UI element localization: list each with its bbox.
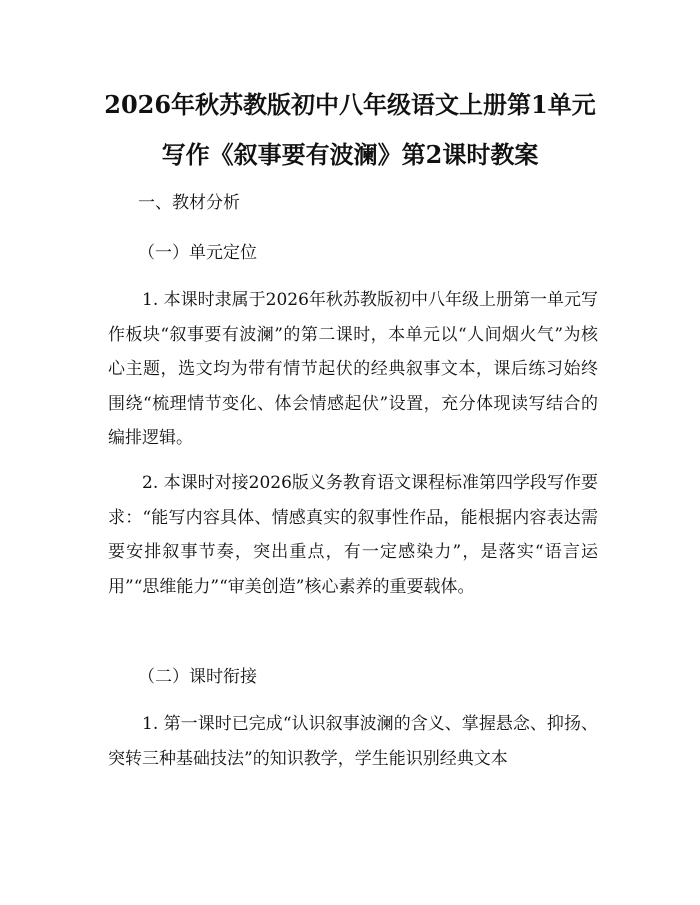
paragraph-unit-positioning-2: 2. 本课时对接2026版义务教育语文课程标准第四学段写作要求：“能写内容具体、情感真实的叙事性作品，能根据内容表达需要安排叙事节奏，突出重点，有一定感染力”，是落实“语言运用”“思维能力”“审美创造”核心素养的重要载体。 bbox=[108, 473, 598, 597]
paragraph-lesson-connection-1: 1. 第一课时已完成“认识叙事波澜的含义、掌握悬念、抑扬、突转三种基础技法”的知识教学，学生能识别经典文本 bbox=[108, 714, 598, 769]
document-title: 2026年秋苏教版初中八年级语文上册第1单元写作《叙事要有波澜》第2课时教案 bbox=[104, 90, 596, 169]
section-heading-textbook-analysis: 一、教材分析 bbox=[138, 193, 240, 213]
paragraph-unit-positioning-1: 1. 本课时隶属于2026年秋苏教版初中八年级上册第一单元写作板块“叙事要有波澜”的第二课时，本单元以“人间烟火气”为核心主题，选文均为带有情节起伏的经典叙事文本，课后练习始终围绕“梳理情节变化、体会情感起伏”设置，充分体现读写结合的编排逻辑。 bbox=[108, 290, 598, 448]
subsection-heading-unit-positioning: （一）单元定位 bbox=[138, 243, 257, 263]
subsection-heading-lesson-connection: （二）课时衔接 bbox=[138, 667, 257, 687]
